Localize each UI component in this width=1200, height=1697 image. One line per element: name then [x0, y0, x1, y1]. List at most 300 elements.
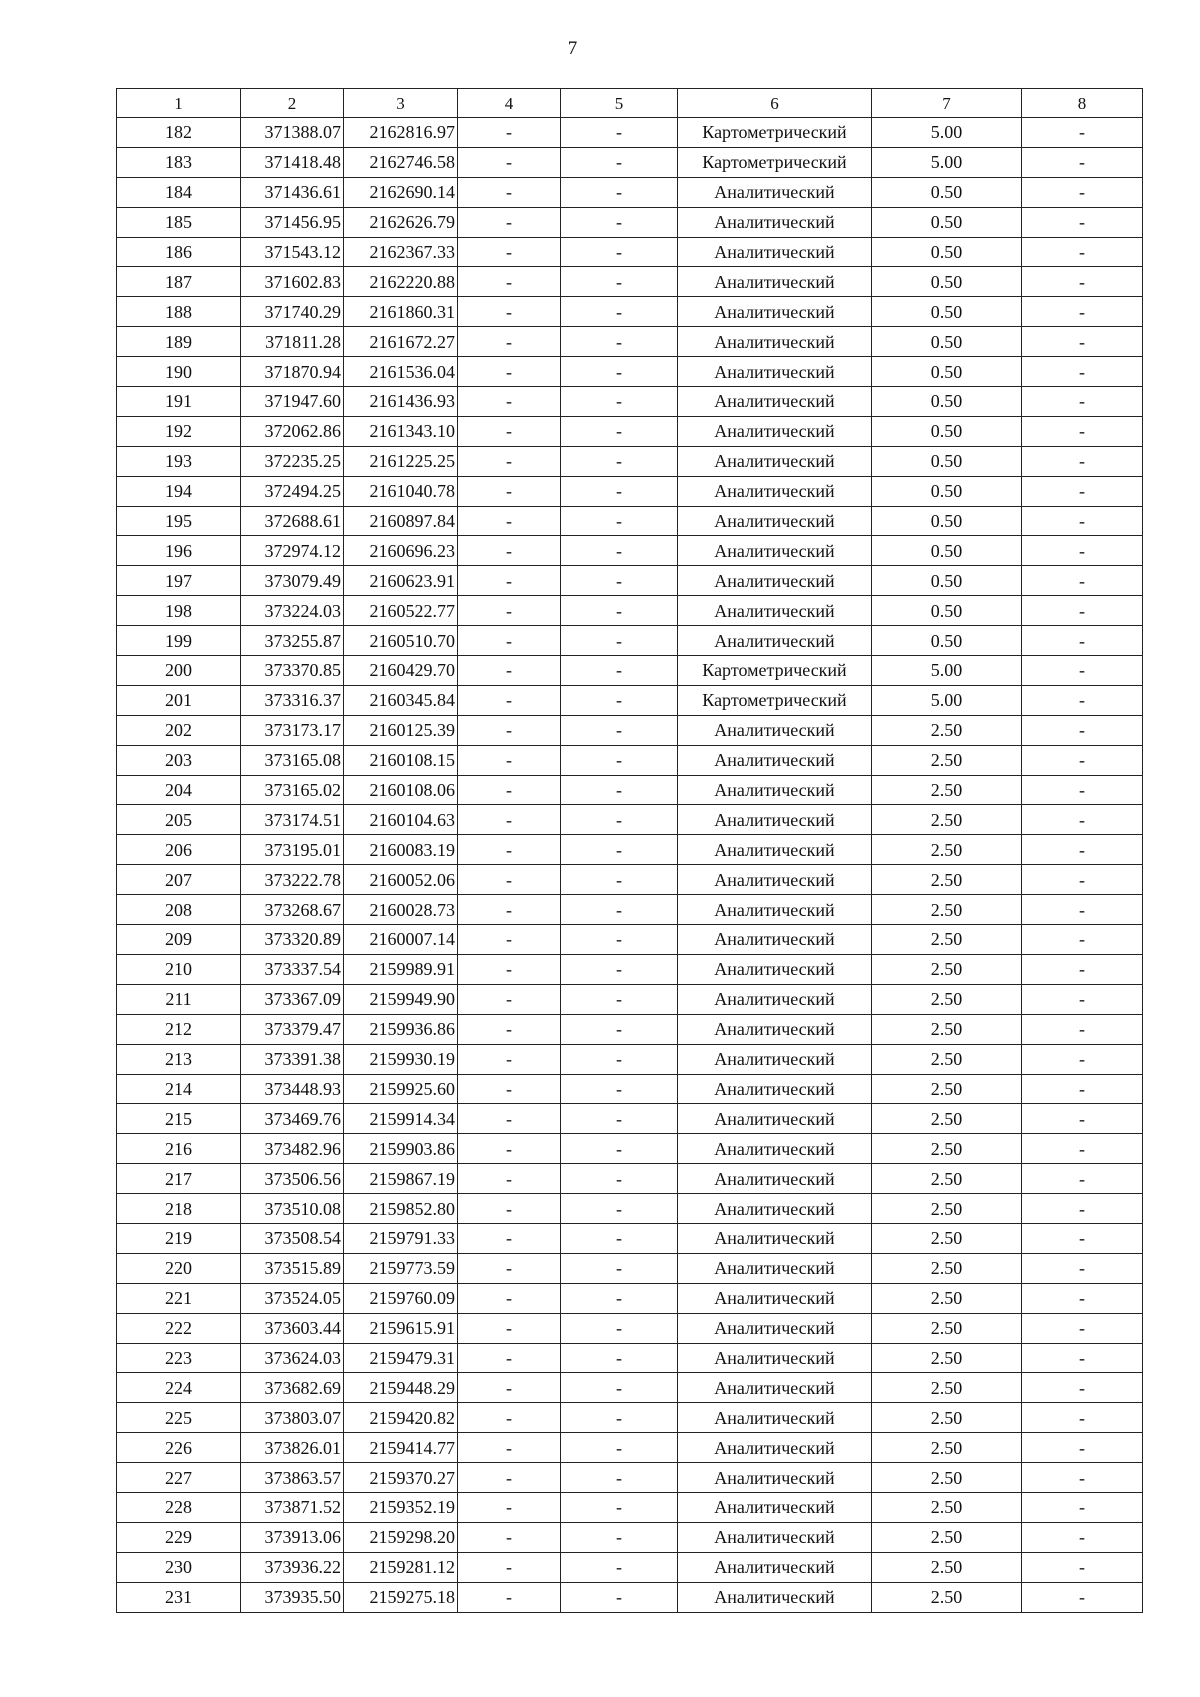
- table-row: [117, 656, 1143, 686]
- point-number-cell: 197: [117, 566, 241, 596]
- accuracy-cell: 2.50: [872, 1223, 1022, 1253]
- y-coordinate-cell: 2160510.70: [344, 626, 458, 656]
- col8-cell: -: [1022, 895, 1143, 925]
- table-row: [117, 1223, 1143, 1253]
- x-coordinate-cell: 371456.95: [241, 207, 344, 237]
- table-row: [117, 267, 1143, 297]
- accuracy-cell: 2.50: [872, 1313, 1022, 1343]
- col8-cell: -: [1022, 446, 1143, 476]
- page-number: 7: [567, 38, 578, 59]
- x-coordinate-cell: 373448.93: [241, 1074, 344, 1104]
- x-coordinate-cell: 373506.56: [241, 1164, 344, 1194]
- col4-cell: -: [458, 685, 561, 715]
- accuracy-cell: 5.00: [872, 685, 1022, 715]
- table-row: [117, 357, 1143, 387]
- accuracy-cell: 0.50: [872, 177, 1022, 207]
- x-coordinate-cell: 371870.94: [241, 357, 344, 387]
- y-coordinate-cell: 2160522.77: [344, 596, 458, 626]
- col5-cell: -: [561, 1253, 678, 1283]
- table-row: [117, 1343, 1143, 1373]
- method-cell: Аналитический: [678, 267, 872, 297]
- point-number-cell: 203: [117, 745, 241, 775]
- col8-cell: -: [1022, 1014, 1143, 1044]
- y-coordinate-cell: 2162367.33: [344, 237, 458, 267]
- column-header: 5: [561, 89, 678, 118]
- x-coordinate-cell: 373367.09: [241, 984, 344, 1014]
- col8-cell: -: [1022, 476, 1143, 506]
- accuracy-cell: 2.50: [872, 1104, 1022, 1134]
- col5-cell: -: [561, 566, 678, 596]
- accuracy-cell: 0.50: [872, 267, 1022, 297]
- col5-cell: -: [561, 1044, 678, 1074]
- col4-cell: -: [458, 1522, 561, 1552]
- col5-cell: -: [561, 387, 678, 417]
- table-row: [117, 327, 1143, 357]
- accuracy-cell: 0.50: [872, 387, 1022, 417]
- x-coordinate-cell: 373624.03: [241, 1343, 344, 1373]
- point-number-cell: 230: [117, 1552, 241, 1582]
- point-number-cell: 201: [117, 685, 241, 715]
- accuracy-cell: 2.50: [872, 1253, 1022, 1283]
- col8-cell: -: [1022, 297, 1143, 327]
- col4-cell: -: [458, 1492, 561, 1522]
- col4-cell: -: [458, 207, 561, 237]
- accuracy-cell: 2.50: [872, 805, 1022, 835]
- x-coordinate-cell: 372062.86: [241, 416, 344, 446]
- method-cell: Аналитический: [678, 1463, 872, 1493]
- y-coordinate-cell: 2159791.33: [344, 1223, 458, 1253]
- point-number-cell: 202: [117, 715, 241, 745]
- coordinates-table: [116, 88, 1143, 1613]
- table-row: [117, 207, 1143, 237]
- col4-cell: -: [458, 536, 561, 566]
- x-coordinate-cell: 373255.87: [241, 626, 344, 656]
- col5-cell: -: [561, 1582, 678, 1612]
- x-coordinate-cell: 371740.29: [241, 297, 344, 327]
- col8-cell: -: [1022, 387, 1143, 417]
- point-number-cell: 196: [117, 536, 241, 566]
- accuracy-cell: 5.00: [872, 118, 1022, 148]
- col4-cell: -: [458, 476, 561, 506]
- y-coordinate-cell: 2160108.06: [344, 775, 458, 805]
- point-number-cell: 231: [117, 1582, 241, 1612]
- point-number-cell: 185: [117, 207, 241, 237]
- col4-cell: -: [458, 416, 561, 446]
- col5-cell: -: [561, 416, 678, 446]
- method-cell: Аналитический: [678, 835, 872, 865]
- table-row: [117, 147, 1143, 177]
- method-cell: Аналитический: [678, 1194, 872, 1224]
- y-coordinate-cell: 2159298.20: [344, 1522, 458, 1552]
- point-number-cell: 206: [117, 835, 241, 865]
- y-coordinate-cell: 2160429.70: [344, 656, 458, 686]
- x-coordinate-cell: 372688.61: [241, 506, 344, 536]
- method-cell: Аналитический: [678, 1253, 872, 1283]
- col4-cell: -: [458, 715, 561, 745]
- col5-cell: -: [561, 506, 678, 536]
- x-coordinate-cell: 371947.60: [241, 387, 344, 417]
- method-cell: Картометрический: [678, 147, 872, 177]
- col4-cell: -: [458, 387, 561, 417]
- method-cell: Аналитический: [678, 297, 872, 327]
- column-header: 6: [678, 89, 872, 118]
- col8-cell: -: [1022, 1582, 1143, 1612]
- table-row: [117, 1373, 1143, 1403]
- x-coordinate-cell: 373510.08: [241, 1194, 344, 1224]
- table-row: [117, 626, 1143, 656]
- y-coordinate-cell: 2162690.14: [344, 177, 458, 207]
- method-cell: Аналитический: [678, 1582, 872, 1612]
- col8-cell: -: [1022, 1134, 1143, 1164]
- y-coordinate-cell: 2159420.82: [344, 1403, 458, 1433]
- accuracy-cell: 2.50: [872, 1164, 1022, 1194]
- method-cell: Картометрический: [678, 685, 872, 715]
- col5-cell: -: [561, 1373, 678, 1403]
- method-cell: Аналитический: [678, 596, 872, 626]
- col4-cell: -: [458, 1044, 561, 1074]
- method-cell: Аналитический: [678, 984, 872, 1014]
- column-header: 2: [241, 89, 344, 118]
- y-coordinate-cell: 2162220.88: [344, 267, 458, 297]
- col5-cell: -: [561, 1223, 678, 1253]
- y-coordinate-cell: 2161672.27: [344, 327, 458, 357]
- method-cell: Аналитический: [678, 925, 872, 955]
- col8-cell: -: [1022, 536, 1143, 566]
- x-coordinate-cell: 373803.07: [241, 1403, 344, 1433]
- col5-cell: -: [561, 715, 678, 745]
- col8-cell: -: [1022, 506, 1143, 536]
- y-coordinate-cell: 2159352.19: [344, 1492, 458, 1522]
- point-number-cell: 182: [117, 118, 241, 148]
- col4-cell: -: [458, 1253, 561, 1283]
- table-row: [117, 566, 1143, 596]
- method-cell: Аналитический: [678, 237, 872, 267]
- y-coordinate-cell: 2159903.86: [344, 1134, 458, 1164]
- table-row: [117, 984, 1143, 1014]
- col5-cell: -: [561, 536, 678, 566]
- y-coordinate-cell: 2160083.19: [344, 835, 458, 865]
- method-cell: Аналитический: [678, 1104, 872, 1134]
- col4-cell: -: [458, 775, 561, 805]
- col5-cell: -: [561, 177, 678, 207]
- accuracy-cell: 0.50: [872, 416, 1022, 446]
- col5-cell: -: [561, 954, 678, 984]
- point-number-cell: 194: [117, 476, 241, 506]
- col8-cell: -: [1022, 566, 1143, 596]
- x-coordinate-cell: 373936.22: [241, 1552, 344, 1582]
- col8-cell: -: [1022, 1492, 1143, 1522]
- col4-cell: -: [458, 1074, 561, 1104]
- point-number-cell: 218: [117, 1194, 241, 1224]
- col4-cell: -: [458, 118, 561, 148]
- col4-cell: -: [458, 237, 561, 267]
- method-cell: Аналитический: [678, 1134, 872, 1164]
- col5-cell: -: [561, 745, 678, 775]
- col4-cell: -: [458, 327, 561, 357]
- y-coordinate-cell: 2159949.90: [344, 984, 458, 1014]
- accuracy-cell: 2.50: [872, 835, 1022, 865]
- col8-cell: -: [1022, 1223, 1143, 1253]
- x-coordinate-cell: 373370.85: [241, 656, 344, 686]
- method-cell: Аналитический: [678, 416, 872, 446]
- point-number-cell: 186: [117, 237, 241, 267]
- table-row: [117, 1164, 1143, 1194]
- method-cell: Аналитический: [678, 626, 872, 656]
- point-number-cell: 183: [117, 147, 241, 177]
- x-coordinate-cell: 373469.76: [241, 1104, 344, 1134]
- x-coordinate-cell: 373222.78: [241, 865, 344, 895]
- point-number-cell: 223: [117, 1343, 241, 1373]
- col8-cell: -: [1022, 984, 1143, 1014]
- y-coordinate-cell: 2161436.93: [344, 387, 458, 417]
- col8-cell: -: [1022, 745, 1143, 775]
- y-coordinate-cell: 2160007.14: [344, 925, 458, 955]
- col5-cell: -: [561, 1164, 678, 1194]
- y-coordinate-cell: 2160897.84: [344, 506, 458, 536]
- col8-cell: -: [1022, 656, 1143, 686]
- accuracy-cell: 2.50: [872, 1343, 1022, 1373]
- table-row: [117, 446, 1143, 476]
- table-row: [117, 1194, 1143, 1224]
- method-cell: Аналитический: [678, 1223, 872, 1253]
- point-number-cell: 227: [117, 1463, 241, 1493]
- accuracy-cell: 2.50: [872, 1373, 1022, 1403]
- accuracy-cell: 2.50: [872, 1403, 1022, 1433]
- x-coordinate-cell: 373173.17: [241, 715, 344, 745]
- point-number-cell: 222: [117, 1313, 241, 1343]
- col5-cell: -: [561, 118, 678, 148]
- x-coordinate-cell: 373320.89: [241, 925, 344, 955]
- col5-cell: -: [561, 1433, 678, 1463]
- table-row: [117, 596, 1143, 626]
- point-number-cell: 214: [117, 1074, 241, 1104]
- x-coordinate-cell: 373174.51: [241, 805, 344, 835]
- col8-cell: -: [1022, 626, 1143, 656]
- col8-cell: -: [1022, 118, 1143, 148]
- col8-cell: -: [1022, 1552, 1143, 1582]
- col8-cell: -: [1022, 1104, 1143, 1134]
- x-coordinate-cell: 373224.03: [241, 596, 344, 626]
- accuracy-cell: 2.50: [872, 745, 1022, 775]
- table-row: [117, 715, 1143, 745]
- point-number-cell: 216: [117, 1134, 241, 1164]
- method-cell: Аналитический: [678, 1074, 872, 1104]
- col5-cell: -: [561, 1014, 678, 1044]
- col5-cell: -: [561, 895, 678, 925]
- col5-cell: -: [561, 1074, 678, 1104]
- point-number-cell: 215: [117, 1104, 241, 1134]
- y-coordinate-cell: 2159479.31: [344, 1343, 458, 1373]
- point-number-cell: 189: [117, 327, 241, 357]
- col8-cell: -: [1022, 1463, 1143, 1493]
- col5-cell: -: [561, 1104, 678, 1134]
- x-coordinate-cell: 372974.12: [241, 536, 344, 566]
- accuracy-cell: 2.50: [872, 895, 1022, 925]
- y-coordinate-cell: 2160125.39: [344, 715, 458, 745]
- y-coordinate-cell: 2160104.63: [344, 805, 458, 835]
- point-number-cell: 184: [117, 177, 241, 207]
- method-cell: Аналитический: [678, 715, 872, 745]
- col5-cell: -: [561, 1283, 678, 1313]
- col8-cell: -: [1022, 954, 1143, 984]
- col8-cell: -: [1022, 267, 1143, 297]
- method-cell: Аналитический: [678, 536, 872, 566]
- col5-cell: -: [561, 865, 678, 895]
- x-coordinate-cell: 373316.37: [241, 685, 344, 715]
- y-coordinate-cell: 2159275.18: [344, 1582, 458, 1612]
- method-cell: Аналитический: [678, 895, 872, 925]
- col4-cell: -: [458, 1313, 561, 1343]
- method-cell: Аналитический: [678, 745, 872, 775]
- y-coordinate-cell: 2161225.25: [344, 446, 458, 476]
- col4-cell: -: [458, 835, 561, 865]
- point-number-cell: 213: [117, 1044, 241, 1074]
- table-row: [117, 1522, 1143, 1552]
- table-row: [117, 1582, 1143, 1612]
- method-cell: Аналитический: [678, 177, 872, 207]
- accuracy-cell: 2.50: [872, 1134, 1022, 1164]
- col5-cell: -: [561, 626, 678, 656]
- col4-cell: -: [458, 1403, 561, 1433]
- table-row: [117, 895, 1143, 925]
- y-coordinate-cell: 2159370.27: [344, 1463, 458, 1493]
- accuracy-cell: 0.50: [872, 506, 1022, 536]
- col5-cell: -: [561, 925, 678, 955]
- col5-cell: -: [561, 775, 678, 805]
- col8-cell: -: [1022, 925, 1143, 955]
- x-coordinate-cell: 373079.49: [241, 566, 344, 596]
- col8-cell: -: [1022, 1044, 1143, 1074]
- table-row: [117, 1253, 1143, 1283]
- point-number-cell: 195: [117, 506, 241, 536]
- col4-cell: -: [458, 745, 561, 775]
- x-coordinate-cell: 373268.67: [241, 895, 344, 925]
- x-coordinate-cell: 373165.02: [241, 775, 344, 805]
- table-row: [117, 476, 1143, 506]
- x-coordinate-cell: 373337.54: [241, 954, 344, 984]
- table-row: [117, 1463, 1143, 1493]
- col5-cell: -: [561, 357, 678, 387]
- point-number-cell: 220: [117, 1253, 241, 1283]
- x-coordinate-cell: 373524.05: [241, 1283, 344, 1313]
- col8-cell: -: [1022, 147, 1143, 177]
- col5-cell: -: [561, 1194, 678, 1224]
- accuracy-cell: 2.50: [872, 1433, 1022, 1463]
- point-number-cell: 209: [117, 925, 241, 955]
- point-number-cell: 200: [117, 656, 241, 686]
- accuracy-cell: 0.50: [872, 327, 1022, 357]
- point-number-cell: 212: [117, 1014, 241, 1044]
- x-coordinate-cell: 372235.25: [241, 446, 344, 476]
- accuracy-cell: 2.50: [872, 1582, 1022, 1612]
- col8-cell: -: [1022, 775, 1143, 805]
- x-coordinate-cell: 373482.96: [241, 1134, 344, 1164]
- table-row: [117, 1074, 1143, 1104]
- header-row: [117, 89, 1143, 118]
- accuracy-cell: 0.50: [872, 566, 1022, 596]
- col8-cell: -: [1022, 1403, 1143, 1433]
- method-cell: Аналитический: [678, 1283, 872, 1313]
- col8-cell: -: [1022, 835, 1143, 865]
- x-coordinate-cell: 373682.69: [241, 1373, 344, 1403]
- accuracy-cell: 2.50: [872, 1463, 1022, 1493]
- table-row: [117, 1313, 1143, 1343]
- accuracy-cell: 0.50: [872, 297, 1022, 327]
- point-number-cell: 205: [117, 805, 241, 835]
- y-coordinate-cell: 2159414.77: [344, 1433, 458, 1463]
- method-cell: Аналитический: [678, 476, 872, 506]
- y-coordinate-cell: 2161343.10: [344, 416, 458, 446]
- col8-cell: -: [1022, 805, 1143, 835]
- table-row: [117, 835, 1143, 865]
- method-cell: Аналитический: [678, 1373, 872, 1403]
- point-number-cell: 193: [117, 446, 241, 476]
- y-coordinate-cell: 2161536.04: [344, 357, 458, 387]
- point-number-cell: 225: [117, 1403, 241, 1433]
- column-header: 1: [117, 89, 241, 118]
- table-row: [117, 1134, 1143, 1164]
- table-row: [117, 118, 1143, 148]
- col5-cell: -: [561, 147, 678, 177]
- col4-cell: -: [458, 1223, 561, 1253]
- method-cell: Аналитический: [678, 1433, 872, 1463]
- accuracy-cell: 2.50: [872, 954, 1022, 984]
- y-coordinate-cell: 2162816.97: [344, 118, 458, 148]
- col4-cell: -: [458, 1552, 561, 1582]
- method-cell: Аналитический: [678, 357, 872, 387]
- method-cell: Аналитический: [678, 1403, 872, 1433]
- col5-cell: -: [561, 1552, 678, 1582]
- col4-cell: -: [458, 446, 561, 476]
- method-cell: Аналитический: [678, 1164, 872, 1194]
- col8-cell: -: [1022, 177, 1143, 207]
- col4-cell: -: [458, 1582, 561, 1612]
- point-number-cell: 210: [117, 954, 241, 984]
- method-cell: Аналитический: [678, 207, 872, 237]
- col5-cell: -: [561, 805, 678, 835]
- col8-cell: -: [1022, 596, 1143, 626]
- table-row: [117, 1104, 1143, 1134]
- x-coordinate-cell: 371418.48: [241, 147, 344, 177]
- y-coordinate-cell: 2160345.84: [344, 685, 458, 715]
- x-coordinate-cell: 373826.01: [241, 1433, 344, 1463]
- method-cell: Аналитический: [678, 1522, 872, 1552]
- col8-cell: -: [1022, 1074, 1143, 1104]
- table-row: [117, 805, 1143, 835]
- col8-cell: -: [1022, 685, 1143, 715]
- x-coordinate-cell: 373935.50: [241, 1582, 344, 1612]
- method-cell: Аналитический: [678, 1552, 872, 1582]
- col4-cell: -: [458, 1164, 561, 1194]
- col4-cell: -: [458, 506, 561, 536]
- x-coordinate-cell: 373871.52: [241, 1492, 344, 1522]
- point-number-cell: 187: [117, 267, 241, 297]
- col8-cell: -: [1022, 865, 1143, 895]
- method-cell: Аналитический: [678, 1313, 872, 1343]
- method-cell: Аналитический: [678, 1492, 872, 1522]
- point-number-cell: 229: [117, 1522, 241, 1552]
- method-cell: Аналитический: [678, 954, 872, 984]
- point-number-cell: 208: [117, 895, 241, 925]
- table-row: [117, 685, 1143, 715]
- method-cell: Аналитический: [678, 1044, 872, 1074]
- table-row: [117, 865, 1143, 895]
- col5-cell: -: [561, 476, 678, 506]
- x-coordinate-cell: 372494.25: [241, 476, 344, 506]
- col4-cell: -: [458, 1134, 561, 1164]
- x-coordinate-cell: 373603.44: [241, 1313, 344, 1343]
- col5-cell: -: [561, 1313, 678, 1343]
